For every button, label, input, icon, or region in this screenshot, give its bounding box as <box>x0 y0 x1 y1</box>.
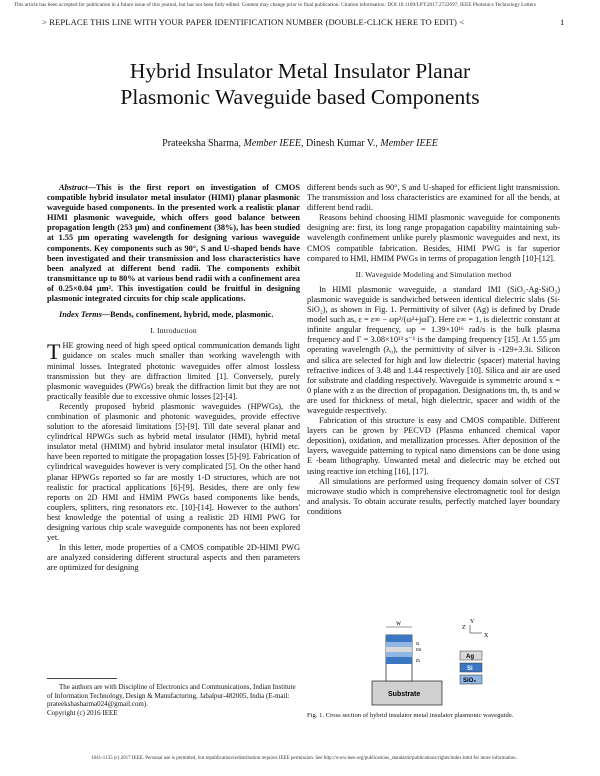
ts-label: ts <box>416 642 420 647</box>
footnote <box>47 683 300 717</box>
legend-sio2-label: SiO₂ <box>463 678 477 684</box>
right-paragraph-0: different bends such as 90°, S and U-shaped for efficient light transmission. The transmission and loss characteristics are examined for all the bends, at different bend radii. <box>307 183 560 213</box>
abstract-text: —This is the first report on investigation of CMOS compatible hybrid insulator metal insulator (HIMI) planar plasmonic waveguide based components. In the presented work a realistic planar HIMI plasmonic waveguide, which offers good balance between propagation length (253 μm) and confinement (38%), has been studied at 1.55 μm operating wavelength for designing various waveguide components. Key components such as 90°, S and U-shaped bends have been investigated and their transmission and loss characteristics have been analyzed at different bend radii. The components exhibit transmittance up to 80% at various bend radii with a confinement area of 0.25×0.04 μm². This investigation could be fruitful in designing plasmonic integrated circuits for chip scale applications. <box>47 183 300 304</box>
axis-x-label: X <box>484 633 489 639</box>
axis-z-label: Z <box>462 625 466 631</box>
bottom-copyright-notice: 1041-1135 (c) 2017 IEEE. Personal use is permitted, but republication/redistribution requires IEEE permission. See http://www.ieee.org/publications_standards/publications/rights/index.html for more information. <box>91 756 517 761</box>
legend-si-label: Si <box>467 666 473 672</box>
legend-ag-label: Ag <box>466 654 474 660</box>
author-separator: , Dinesh Kumar V., <box>301 138 381 149</box>
index-terms-text: —Bends, confinement, hybrid, mode, plasmonic. <box>101 310 274 320</box>
paper-title <box>20 58 580 110</box>
si-top-layer <box>386 635 412 642</box>
footnote-affiliation: The authors are with Discipline of Electronics and Communications, Indian Institute of Information Technology, Design & Manufacturing, Jabalpur-482005, India (E-mail: prateekshasharma024@gmail.com). <box>47 683 296 708</box>
abstract <box>47 183 300 304</box>
intro-paragraph-1 <box>47 341 300 402</box>
w-label: w <box>396 619 402 627</box>
si-bottom-layer <box>386 657 412 664</box>
right-paragraph-2: In HIMI plasmonic waveguide, a standard IMI (SiO₂-Ag-SiO₂) plasmonic waveguide is sandwiched between identical dielectric slabs (Si-SiO₂), as shown in Fig. 1. Permittivity of silver (Ag) is defined by Drude model such as, ε = ε∞ − ωp²/(ω²+jωΓ). Here ε∞ = 1, is dielectric constant at infinite angular frequency, ωp = 1.39×10¹⁶ rad/s is the bulk plasma frequency and Γ = 3.08×10¹³ s⁻¹ is the damping frequency [15]. At 1.55 μm operating wavelength (λ₀), the permittivity of silver is -129+3.3i. Silicon and silica are selected for high and low dielectric (spacer) material having refractive indices of 3.48 and 1.44 respectively [10]. Silica and air are used for substrate and cladding respectively. Waveguide is symmetric around x = 0 plane with z as the direction of propagation. Designations tm, th, ts and w are used for thickness of metal, high dielectric, spacer and width of the waveguide respectively. <box>307 284 560 415</box>
title-line-2: Plasmonic Waveguide based Components <box>120 85 480 109</box>
index-terms <box>47 310 300 320</box>
right-paragraph-3: Fabrication of this structure is easy and CMOS compatible. Different layers can be grown by PECVD (Plasma enhanced chemical vapor deposition), oxidation, and metallization processes. After deposition of the layers, waveguide patterning to typical nano dimensions can be done using E -beam lithography. Unwanted metal and dielectric may be etched out using reactive ion etching [16], [17]. <box>307 416 560 476</box>
author-1: Prateeksha Sharma, <box>162 138 244 149</box>
intro-paragraph-2: Recently proposed hybrid plasmonic waveguides (HPWGs), the combination of plasmonic and photonic waveguides, provide effective solution to the aforesaid limitations [5]-[9]. Till date several planar and cylindrical HPWGs such as hybrid metal insulator (HMI), hybrid metal insulator metal (HMIM) and hybrid insulator metal insulator (HIMI) etc. have been reported to mitigate the propagation losses [5]-[9]. Fabrication of cylindrical waveguides however is very complicated [5]. On the other hand planar HPWGs reported so far are mostly 1-D structures, which are not realistic for practical applications [6]-[9]. Besides, there are only few reports on 2D HMI and HMIM PWGs based components like bends, couplers, splitters, ring resonators etc. [10]-[14]. However to the authors' best knowledge the potential of using a realistic 2D HIMI PWG for designing various chip scale waveguide components has not been explored yet. <box>47 401 300 543</box>
figure-caption: Fig. 1. Cross section of hybrid insulator metal insulator plasmonic waveguide. <box>307 712 514 719</box>
axis-y-label: Y <box>470 619 475 625</box>
title-line-1: Hybrid Insulator Metal Insulator Planar <box>129 59 471 83</box>
right-column <box>307 183 560 517</box>
right-paragraph-1: Reasons behind choosing HIMI plasmonic waveguide for components designing are: first, its long range propagation capability maintaining sub-wavelength confinement unlike purely plasmonic waveguides and next, its CMOS compatible fabrication. Besides, HIMI PWG is far superior compared to HMI, HMIM PWGs in terms of propagation length [10]-[12]. <box>307 213 560 263</box>
page-number: 1 <box>560 17 565 27</box>
index-terms-label: Index Terms <box>59 310 102 320</box>
waveguide-cross-section-figure <box>366 617 506 707</box>
paper-id-placeholder[interactable]: > REPLACE THIS LINE WITH YOUR PAPER IDENTIFICATION NUMBER (DOUBLE-CLICK HERE TO EDIT) < <box>42 17 465 27</box>
intro-paragraph-3: In this letter, mode properties of a CMOS compatible 2D-HIMI PWG are analyzed considering different structural aspects and then parameters are optimized for designing <box>47 543 300 573</box>
author-2-role: Member IEEE <box>380 138 438 149</box>
th-label: th <box>416 659 420 664</box>
ag-layer <box>386 647 412 652</box>
author-line <box>20 138 580 149</box>
abstract-label: Abstract <box>59 183 88 192</box>
intro-p1-text: HE growing need of high speed optical communication demands light guidance on scales much smaller than working wavelength with minimal losses. Integrated photonic waveguides offer almost lossless transmission but they are diffraction limited [1]. Conversely, purely plasmonic waveguides (PWGs) break the diffraction limit but they are not practically feasible due to excessive ohmic losses [2]-[4]. <box>47 341 300 401</box>
substrate-label: Substrate <box>388 691 421 698</box>
acceptance-notice: This article has been accepted for publication in a future issue of this journal, but has not been fully edited. Content may change prior to final publication. Citation information: DOI 10.1109/LPT.2017.2722697, IEEE Photonics Technology Letters <box>14 2 536 8</box>
section-heading-waveguide: II. Waveguide Modeling and Simulation method <box>355 269 512 279</box>
drop-cap: T <box>47 339 61 365</box>
tm-label: tm <box>416 648 422 653</box>
section-heading-intro: I. Introduction <box>150 326 197 336</box>
footnote-copyright: Copyright (c) 2016 IEEE <box>47 708 118 717</box>
footnote-rule <box>47 678 117 679</box>
sio2-bottom-spacer <box>386 652 412 657</box>
left-column <box>47 183 300 573</box>
author-1-role: Member IEEE <box>243 138 301 149</box>
right-paragraph-4: All simulations are performed using frequency domain solver of CST microwave studio which is comprehensive electromagnetic tool for design and analysis. To obtain accurate results, perfectly matched layer boundary conditions <box>307 476 560 516</box>
sio2-top-spacer <box>386 642 412 647</box>
